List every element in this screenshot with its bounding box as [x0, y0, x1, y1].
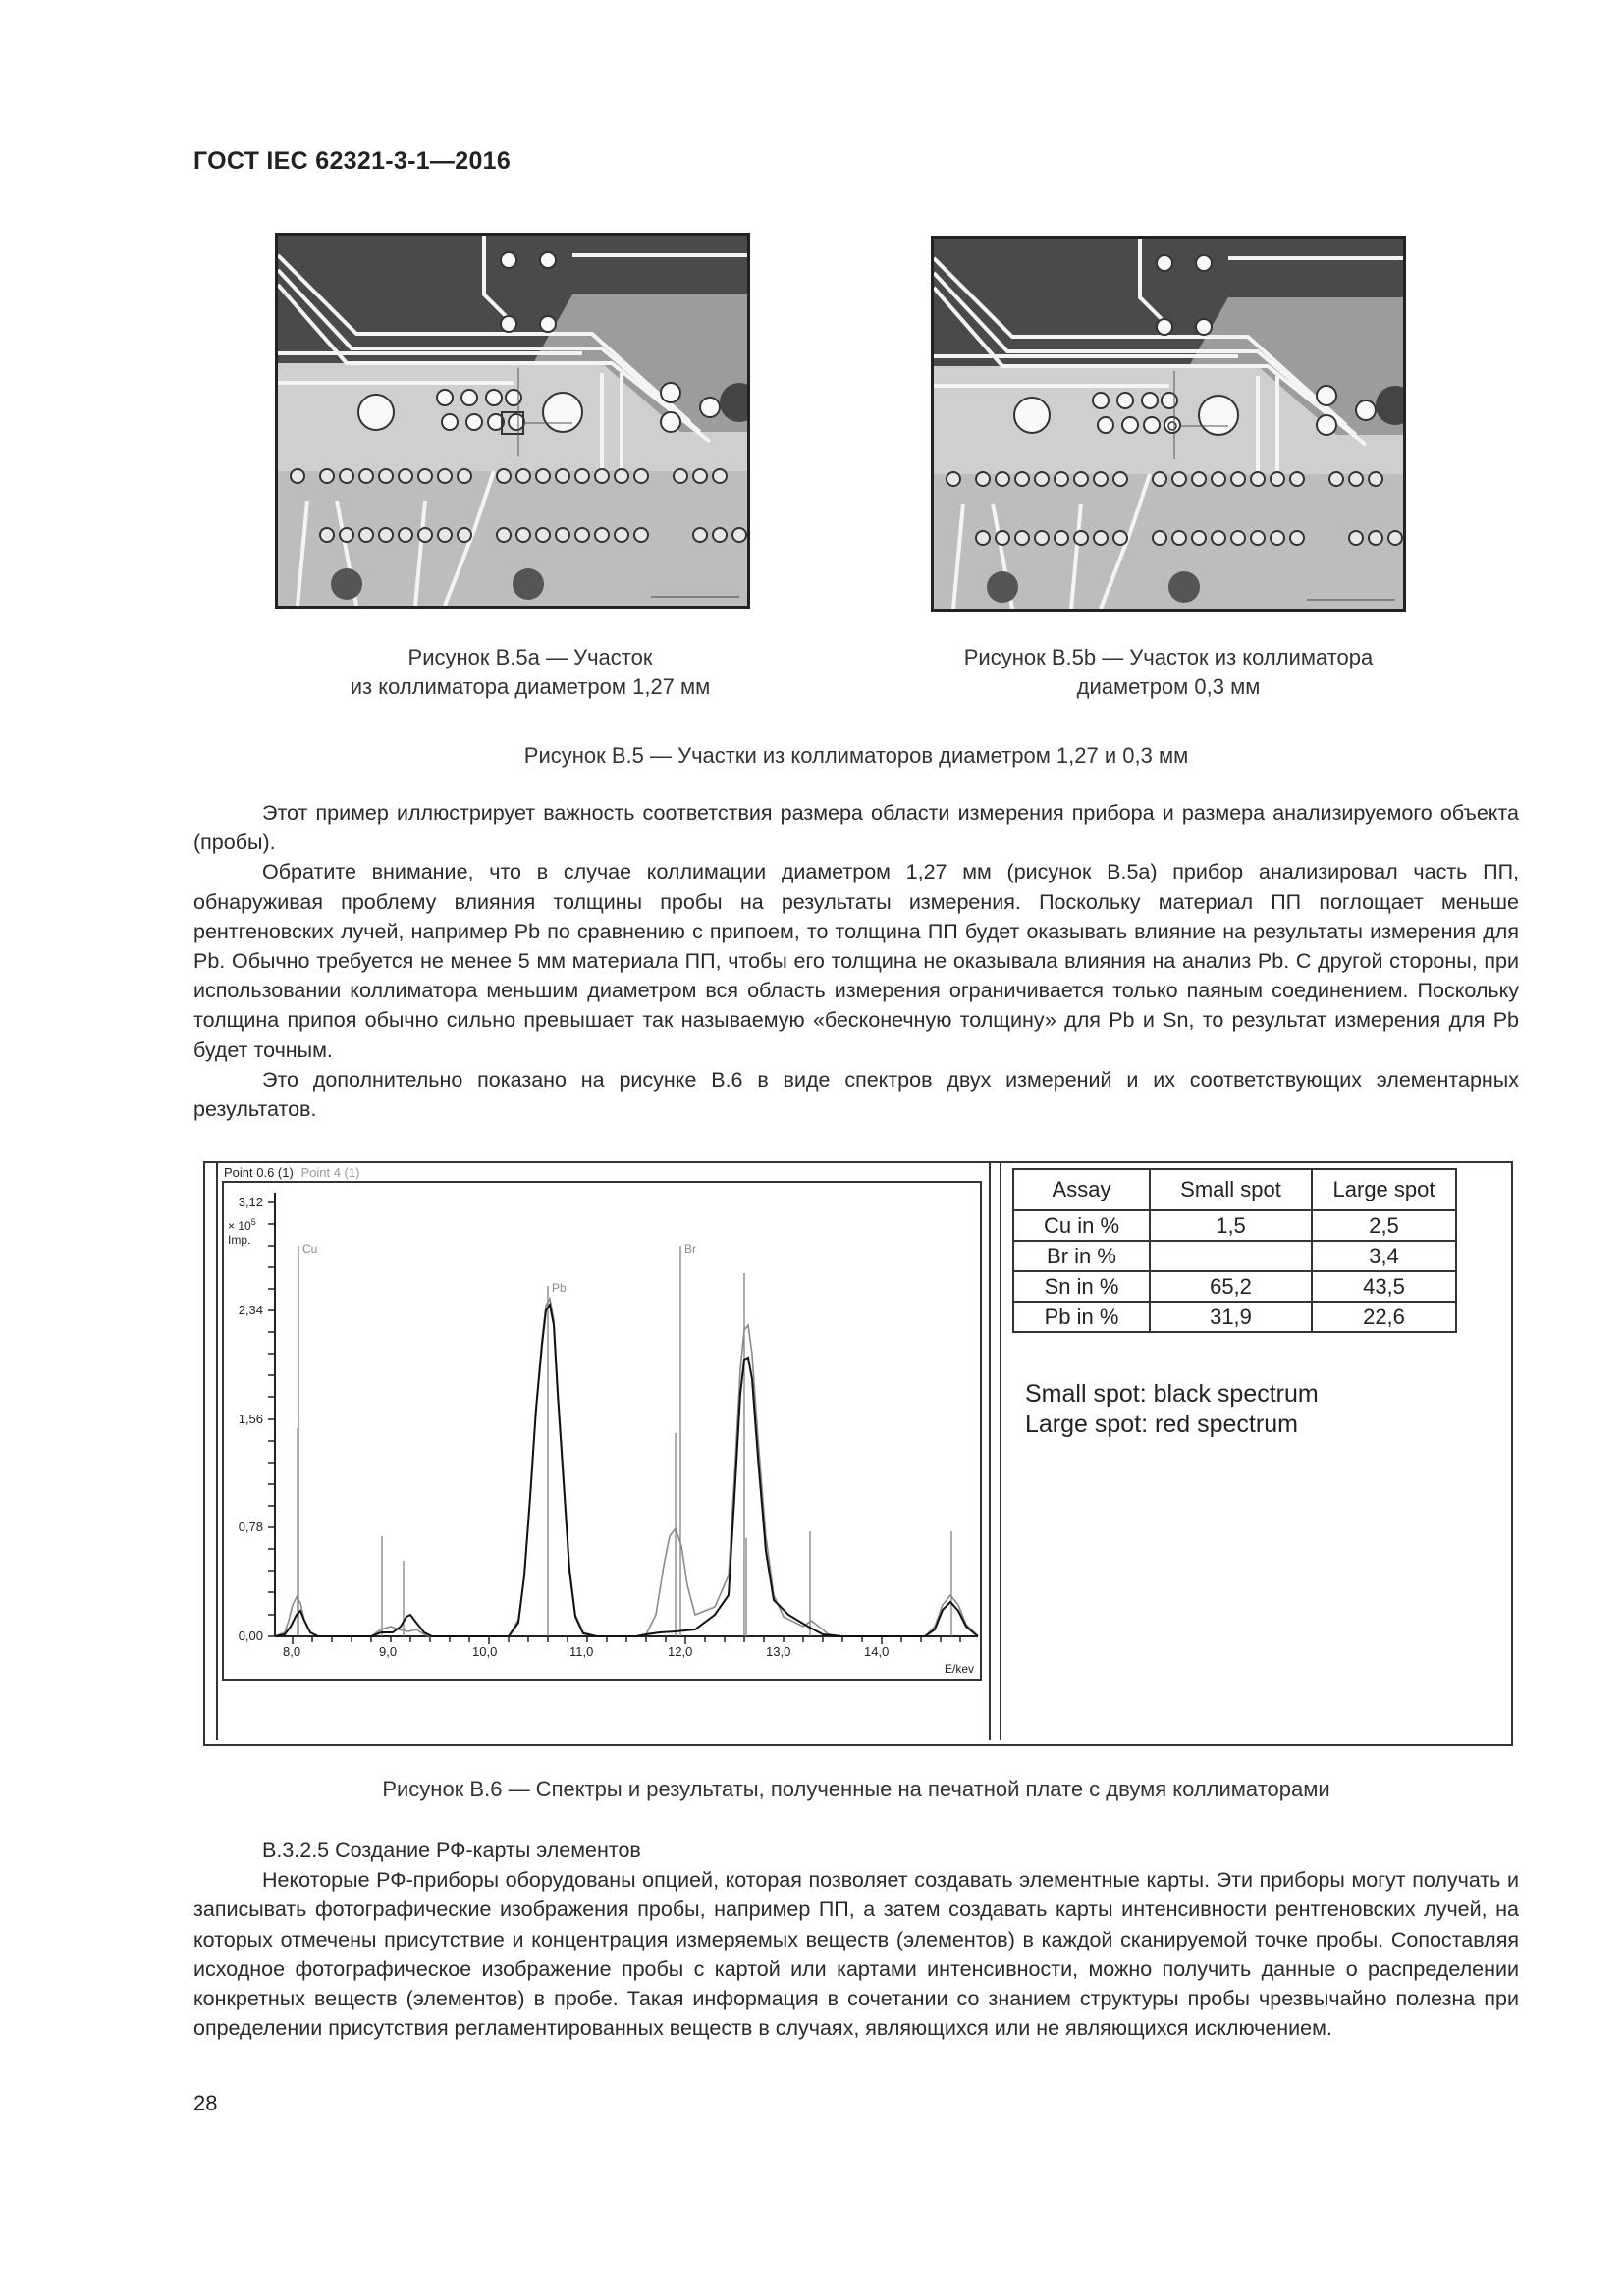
y-axis-labels: 3,12 × $10^5$ Imp. 2,34 1,56 0,78 0,00 [228, 1195, 263, 1643]
x-axis-labels: 8,0 9,0 10,0 11,0 12,0 13,0 14,0 E/kev [283, 1644, 974, 1676]
table-row: Br in % 3,4 [1013, 1241, 1456, 1271]
paragraph: Этот пример иллюстрирует важность соответствия размера области измерения прибора и размера анализируемого объекта (пробы). [193, 801, 1519, 855]
caption-b6: Рисунок B.6 — Спектры и результаты, полученные на печатной плате с двумя коллиматорами [382, 1777, 1330, 1801]
peak-label-cu: Cu [302, 1242, 318, 1255]
pcb-photo-b [931, 236, 1406, 612]
paragraph: Некоторые РФ-приборы оборудованы опцией, которая позволяет создавать элементные карты. Эти приборы могут получать и записывать фотографические изображения пробы, например ПП, а затем создавать карты интенсивности рентгеновских лучей, на которых отмечены присутствие и концентрация измеряемых веществ (элементов) в каждой сканируемой точке пробы. Сопоставляя исходное фотографическое изображение пробы с картой или картами интенсивности, можно получить данные о распределении конкретных веществ (элементов) в пробе. Такая информация в сочетании со знанием структуры пробы чрезвычайно полезна при определении присутствия регламентированных веществ в случаях, являющихся или не являющихся исключением. [193, 1868, 1519, 2041]
table-header-row: Assay Small spot Large spot [1013, 1169, 1456, 1210]
caption-b5b: Рисунок B.5b — Участок из коллиматора диаметром 0,3 мм [963, 645, 1374, 699]
spectrum-plot [224, 1183, 980, 1679]
pcb-photo-a [275, 233, 750, 609]
spectrum-tabs [224, 1165, 359, 1180]
spectrum-legend: Small spot: black spectrum Large spot: red spectrum [1025, 1380, 1319, 1438]
body-text [193, 798, 1519, 1124]
caption-b5: Рисунок B.5 — Участки из коллиматоров диаметром 1,27 и 0,3 мм [523, 743, 1189, 768]
pcb-image-b [934, 239, 1403, 609]
peak-label-br: Br [684, 1242, 696, 1255]
section-b325 [193, 1836, 1519, 2043]
pcb-image-a [278, 236, 747, 606]
document-header: ГОСТ IEC 62321-3-1—2016 [193, 147, 512, 175]
tab-point-0-6[interactable]: Point 0.6 (1) [224, 1165, 294, 1180]
table-row: Sn in % 65,2 43,5 [1013, 1271, 1456, 1302]
y-unit: × $10^5$ Imp. [228, 1217, 256, 1247]
paragraph: Это дополнительно показано на рисунке B.6 в виде спектров двух измерений и их соответствующих элементарных результатов. [193, 1067, 1519, 1122]
section-heading: B.3.2.5 Создание РФ-карты элементов [262, 1839, 641, 1862]
table-row: Pb in % 31,9 22,6 [1013, 1302, 1456, 1332]
results-table-wrap [1012, 1168, 1457, 1333]
paragraph: Обратите внимание, что в случае коллимации диаметром 1,27 мм (рисунок B.5a) прибор анализировал часть ПП, обнаруживая проблему влияния толщины пробы на результаты измерения. Поскольку материал ПП поглощает меньше рентгеновских лучей, например Pb по сравнению с припоем, то толщина ПП будет оказывать влияние на результаты измерения для Pb. Обычно требуется не менее 5 мм материала ПП, чтобы его толщина не оказывала влияния на анализ Pb. С другой стороны, при использовании коллиматора меньшим диаметром вся область измерения ограничивается только паяным соединением. Поскольку толщина припоя обычно сильно превышает так называемую «бесконечную толщину» для Pb и Sn, то результат измерения для Pb будет точным. [193, 860, 1519, 1062]
x-unit: E/kev [944, 1662, 974, 1676]
page-number: 28 [193, 2091, 218, 2115]
peak-label-pb: Pb [552, 1281, 567, 1295]
spectrum-chart [222, 1181, 982, 1681]
tab-point-4[interactable]: Point 4 (1) [300, 1165, 360, 1180]
table-row: Cu in % 1,5 2,5 [1013, 1210, 1456, 1241]
caption-b5a: Рисунок B.5a — Участок из коллиматора диаметром 1,27 мм [350, 645, 711, 699]
results-table [1012, 1168, 1457, 1333]
